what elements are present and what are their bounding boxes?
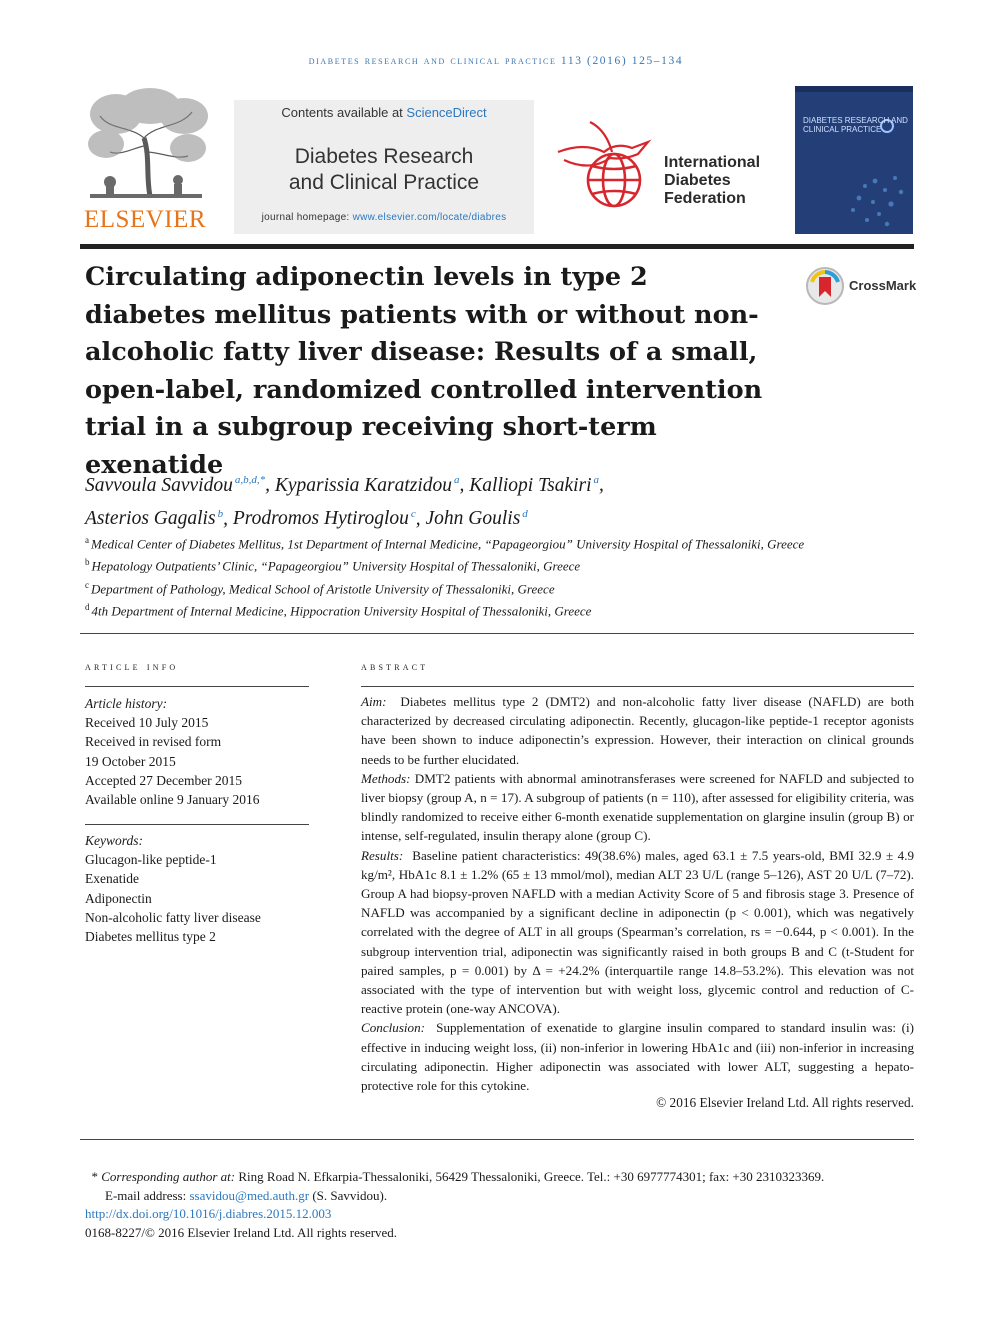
footnotes (85, 1168, 915, 1242)
journal-title (234, 144, 534, 196)
journal-cover-thumbnail (795, 86, 913, 234)
abstract-aim: Diabetes mellitus type 2 (DMT2) and non-alcoholic fatty liver disease (NAFLD) are both characterized by decreased circulating adiponectin. Recently, glucagon-like peptide-1 receptor agonists have been shown to induce adiponectin’s expression. However, their interaction on clinical grounds needs to be further elucidated. (361, 694, 915, 767)
author-name: Asterios Gagalis (85, 508, 216, 529)
idf-line-2: Diabetes (664, 172, 731, 189)
affiliation-text: Medical Center of Diabetes Mellitus, 1st Department of Internal Medicine, “Papageorgiou” University Hospital of Thessaloniki, Greece (91, 536, 805, 552)
author-affiliation-marks: a,b,d,* (234, 474, 266, 486)
author-name: Kyparissia Karatzidou (274, 474, 453, 496)
author-affiliation-marks: c (410, 507, 416, 520)
idf-bird-globe-icon (554, 112, 660, 222)
affiliation (85, 553, 845, 575)
article-history (85, 694, 310, 809)
contents-prefix: Contents available at (281, 105, 407, 120)
history-item: Accepted 27 December 2015 (85, 772, 243, 788)
author[interactable] (469, 475, 599, 496)
journal-homepage (234, 212, 534, 223)
masthead-divider (80, 244, 914, 249)
author-separator: , (223, 508, 233, 529)
abstract-conclusion-label: Conclusion: (361, 1020, 426, 1036)
affiliation-text: Hepatology Outpatients’ Clinic, “Papageorgiou” University Hospital of Thessaloniki, Greece (91, 558, 581, 574)
crossmark-icon (805, 266, 845, 306)
article-history-label: Article history: (85, 696, 168, 711)
keywords-label: Keywords: (85, 833, 143, 848)
author-name: Kalliopi Tsakiri (469, 474, 592, 496)
journal-title-line-1: Diabetes Research (294, 145, 474, 168)
keyword-item: Glucagon-like peptide-1 (85, 852, 217, 868)
issn-line: 0168-8227/© 2016 Elsevier Ireland Ltd. All rights reserved. (85, 1224, 398, 1240)
author-affiliation-marks: d (522, 507, 528, 520)
article-title: Circulating adiponectin levels in type 2 diabetes mellitus patients with or without non-alcoholic fatty liver disease: Results of a small, open-label, randomized controlled intervention trial in a subgroup receiving short-term exenatide (85, 262, 763, 480)
journal-info-box (234, 100, 534, 234)
author-affiliation-marks: b (217, 507, 224, 520)
author-affiliation-marks: a (593, 474, 600, 486)
abstract-methods: DMT2 patients with abnormal aminotransferases were screened for NAFLD and subjected to liver biopsy (group A, n = 17). A subgroup of patients (n = 110), after assessed for eligibility criteria, was blindly randomized to receive either 6-month exenatide supplementation on glargine insulin (group B) or intense, self-regulated, insulin therapy alone (group C). (361, 770, 914, 844)
running-head: diabetes research and clinical practice 113 (2016) 125–134 (308, 55, 684, 67)
email-suffix: (S. Savvidou). (309, 1187, 388, 1203)
abstract-copyright: © 2016 Elsevier Ireland Ltd. All rights reserved. (656, 1095, 914, 1110)
corresponding-label: Corresponding author at: (101, 1169, 236, 1184)
cover-pattern-icon (795, 86, 913, 234)
tree-icon (80, 86, 212, 204)
author-separator: , (599, 474, 604, 496)
corresponding-author-note (85, 1168, 915, 1187)
keywords-rule (85, 824, 309, 825)
keyword-item: Non-alcoholic fatty liver disease (85, 909, 261, 925)
affiliation-key: b (85, 557, 90, 568)
affiliation-key: d (85, 601, 90, 612)
email-note (85, 1187, 915, 1206)
homepage-link[interactable]: www.elsevier.com/locate/diabres (352, 212, 507, 223)
abstract-rule (361, 686, 914, 687)
author-separator: , (459, 474, 470, 496)
header-divider (80, 633, 914, 634)
author-separator: , (265, 474, 275, 496)
journal-masthead (80, 86, 914, 236)
affiliation-key: c (85, 579, 89, 590)
history-item: 19 October 2015 (85, 753, 176, 769)
elsevier-wordmark: ELSEVIER (84, 206, 207, 233)
history-item: Received in revised form (85, 734, 222, 750)
author-name: John Goulis (425, 508, 521, 529)
cover-title: DIABETES RESEARCH AND CLINICAL PRACTICE (803, 116, 908, 134)
keywords (85, 831, 310, 946)
abstract-conclusion: Supplementation of exenatide to glargine insulin compared to standard insulin was: (i) effective in inducing weight loss, (ii) non-inferior in lowering HbA1c and (iii) non-inferior in increasing circulating adiponectin. Higher adiponectin was associated with lower ALT, suggesting a hepato-protective role for this cytokine. (361, 1020, 914, 1094)
homepage-prefix: journal homepage: (261, 212, 353, 223)
contents-line (234, 105, 534, 120)
affiliation (85, 576, 845, 598)
affiliation-text: 4th Department of Internal Medicine, Hippocration University Hospital of Thessaloniki, Greece (91, 603, 592, 619)
idf-logo (554, 112, 784, 222)
article-info-heading: article info (85, 659, 179, 673)
abstract-body (361, 692, 914, 1095)
abstract-heading: abstract (361, 659, 429, 673)
email-link[interactable]: ssavidou@med.auth.gr (189, 1187, 310, 1203)
history-item: Received 10 July 2015 (85, 715, 209, 731)
abstract-results-label: Results: (361, 847, 404, 863)
article-info-rule (85, 686, 309, 687)
doi-note (85, 1205, 915, 1224)
crossmark-label: CrossMark (849, 278, 917, 293)
affiliation-key: a (85, 535, 89, 545)
idf-line-3: Federation (664, 190, 746, 207)
author[interactable] (85, 475, 265, 496)
author-affiliation-marks: a (454, 474, 460, 486)
author-separator: , (415, 508, 426, 529)
journal-title-line-2: and Clinical Practice (288, 171, 480, 194)
corresponding-star: * (91, 1169, 98, 1184)
author-list (85, 466, 885, 533)
affiliation (85, 531, 845, 553)
crossmark-badge[interactable] (805, 266, 915, 306)
abstract-methods-label: Methods: (361, 770, 411, 786)
email-label: E-mail address: (105, 1187, 190, 1203)
keyword-item: Exenatide (85, 871, 139, 887)
author[interactable] (233, 508, 416, 529)
affiliation (85, 598, 845, 620)
corresponding-text: Ring Road N. Efkarpia-Thessaloniki, 56429 Thessaloniki, Greece. Tel.: +30 6977774301; fax: +30 2310323369. (238, 1169, 825, 1184)
idf-line-1: International (664, 154, 761, 171)
affiliation-list (85, 531, 845, 620)
sciencedirect-link[interactable]: ScienceDirect (406, 105, 487, 120)
abstract-bottom-divider (80, 1139, 914, 1140)
elsevier-logo (80, 86, 212, 236)
affiliation-text: Department of Pathology, Medical School of Aristotle University of Thessaloniki, Greece (91, 580, 555, 596)
author[interactable] (426, 508, 528, 529)
abstract-aim-label: Aim: (361, 694, 387, 709)
author-name: Prodromos Hytiroglou (232, 508, 409, 529)
keyword-item: Adiponectin (85, 890, 152, 906)
idf-wordmark (664, 154, 760, 208)
author[interactable] (85, 508, 223, 529)
abstract-results: Baseline patient characteristics: 49(38.6%) males, aged 63.1 ± 7.5 years-old, BMI 32.9 ± 4.9 kg/m², HbA1c 8.1 ± 1.2% (65 ± 13 mmol/mol), median ALT 23 U/L (range 5–126), AST 20 U/L (7–72). Group A had biopsy-proven NAFLD with a median Activity Score of 5 and fibrosis stage 3. Presence of NAFLD was accompanied by a significant decline in adiponectin (p < 0.001), which was negatively correlated with the degree of ALT in all groups (Spearman’s correlation, rs = −0.644, p < 0.001). In the subgroup intervention trial, adiponectin was significantly raised in both groups B and C (t-Student for paired samples, p = 0.001) by Δ = +24.2% (interquartile range 14.8–53.2%). This elevation was not associated with the type of intervention but with weight loss, glycemic control and reduction of C-reactive protein (one-way ANCOVA). (361, 847, 915, 1017)
doi-link[interactable]: http://dx.doi.org/10.1016/j.diabres.2015.12.003 (85, 1206, 332, 1221)
history-item: Available online 9 January 2016 (85, 792, 260, 808)
author[interactable] (275, 475, 460, 496)
author-name: Savvoula Savvidou (85, 474, 233, 496)
keyword-item: Diabetes mellitus type 2 (85, 929, 216, 945)
